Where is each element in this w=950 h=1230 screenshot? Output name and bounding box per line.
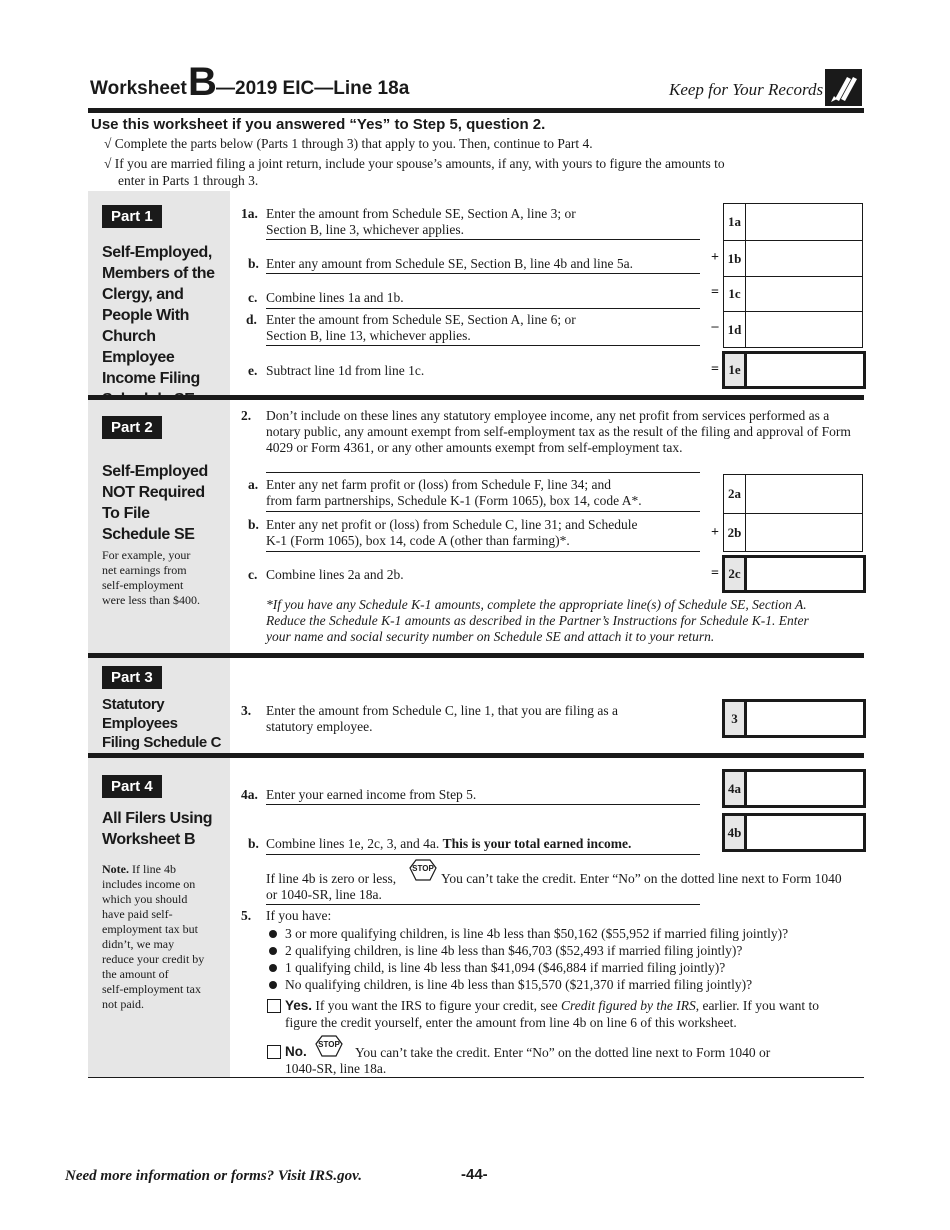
svg-text:STOP: STOP xyxy=(412,864,434,873)
bullet-text-1: 3 or more qualifying children, is line 4b less than $50,162 ($55,952 if married filing jointly)? xyxy=(285,926,789,941)
part2-badge: Part 2 xyxy=(102,416,162,439)
line-2c-number: c. xyxy=(248,567,258,582)
line-1a-number: 1a. xyxy=(241,206,258,221)
bullet-text-2: 2 qualifying children, is line 4b less than $46,703 ($52,493 if married filing jointly)? xyxy=(285,943,743,958)
box-3-label: 3 xyxy=(722,699,747,738)
yes-text-cont: figure the credit yourself, enter the amount from line 4b on line 6 of this worksheet. xyxy=(285,1015,737,1030)
box-1d-label: 1d xyxy=(723,311,746,348)
line-1d-sign: – xyxy=(711,319,719,334)
part2-note: For example, your net earnings from self-employment were less than $400. xyxy=(102,548,200,607)
box-4a-label: 4a xyxy=(722,769,747,808)
bullet-2 xyxy=(269,947,277,955)
worksheet-title: —2019 EIC—Line 18a xyxy=(216,78,410,99)
pen-icon xyxy=(825,69,862,106)
line-1d-text: Enter the amount from Schedule SE, Section A, line 6; or Section B, line 13, whichever applies. xyxy=(266,312,576,343)
part3-badge: Part 3 xyxy=(102,666,162,689)
line-4b-rule xyxy=(266,854,700,855)
part3-title: Statutory Employees Filing Schedule C xyxy=(102,696,222,751)
box-1c-input[interactable] xyxy=(745,276,863,312)
line-2c-text: Combine lines 2a and 2b. xyxy=(266,567,404,582)
part4-note: Note. If line 4b includes income on which you should have paid self- employment tax but didn’t, we may reduce your credit by the amount of self-employment tax not paid. xyxy=(102,862,205,1011)
box-2a-label: 2a xyxy=(723,474,746,514)
no-text: You can’t take the credit. Enter “No” on the dotted line next to Form 1040 or xyxy=(355,1045,771,1060)
line-2-rule xyxy=(266,472,700,473)
line-1e-sign: = xyxy=(711,362,719,377)
line-1c-text: Combine lines 1a and 1b. xyxy=(266,290,404,305)
line-2a-number: a. xyxy=(248,477,259,492)
box-1a-label: 1a xyxy=(723,203,746,241)
zero-text-3: or 1040-SR, line 18a. xyxy=(266,887,382,902)
line-2a-rule xyxy=(266,511,700,512)
box-2c-label: 2c xyxy=(722,555,747,593)
worksheet-letter: B xyxy=(188,60,217,104)
line-1b-rule xyxy=(266,273,700,274)
bullet-1 xyxy=(269,930,277,938)
keep-for-records: Keep for Your Records xyxy=(669,80,824,99)
bottom-rule xyxy=(88,1077,864,1078)
footer-info: Need more information or forms? Visit IRS.gov. xyxy=(65,1168,362,1184)
box-4b-input[interactable] xyxy=(744,813,866,852)
line-4b-number: b. xyxy=(248,836,259,851)
line-2a-text: Enter any net farm profit or (loss) from Schedule F, line 34; and from farm partnerships, Schedule K-1 (Form 1065), box 14, code A*. xyxy=(266,477,642,508)
line-4a-number: 4a. xyxy=(241,787,258,802)
box-1b-input[interactable] xyxy=(745,240,863,277)
line-2-number: 2. xyxy=(241,408,252,423)
no-checkbox[interactable] xyxy=(267,1045,281,1059)
line-1a-rule xyxy=(266,239,700,240)
box-2b-input[interactable] xyxy=(745,513,863,552)
bullet-4 xyxy=(269,981,277,989)
line-1c-number: c. xyxy=(248,290,258,305)
part2-title: Self-Employed NOT Required To File Schedule SE xyxy=(102,463,208,543)
part1-badge: Part 1 xyxy=(102,205,162,228)
bullet-text-4: No qualifying children, is line 4b less than $15,570 ($21,370 if married filing jointly)? xyxy=(285,977,753,992)
no-text-cont: 1040-SR, line 18a. xyxy=(285,1061,387,1076)
line-3-text: Enter the amount from Schedule C, line 1, that you are filing as a statutory employee. xyxy=(266,703,619,734)
line-1a-text: Enter the amount from Schedule SE, Section A, line 3; or Section B, line 3, whichever applies. xyxy=(266,206,576,237)
line-2b-rule xyxy=(266,551,700,552)
box-1b-label: 1b xyxy=(723,240,746,277)
line-3-number: 3. xyxy=(241,703,252,718)
intro-check-2-cont: enter in Parts 1 through 3. xyxy=(118,173,259,188)
box-1d-input[interactable] xyxy=(745,311,863,348)
part2-footnote: *If you have any Schedule K-1 amounts, complete the appropriate line(s) of Schedule SE, Section A. Reduce the Schedule K-1 amounts as described in the Partner’s Instructions for Schedule K-1. Enter your name and social security number on Schedule SE and attach it to your return. xyxy=(266,597,809,644)
line-5-number: 5. xyxy=(241,908,252,923)
line-1c-rule xyxy=(266,308,700,309)
box-2a-input[interactable] xyxy=(745,474,863,514)
box-1c-label: 1c xyxy=(723,276,746,312)
intro-heading: Use this worksheet if you answered “Yes” to Step 5, question 2. xyxy=(91,116,546,133)
part4-title: All Filers Using Worksheet B xyxy=(102,810,213,848)
line-4a-rule xyxy=(266,804,700,805)
box-1a-input[interactable] xyxy=(745,203,863,241)
box-4a-input[interactable] xyxy=(744,769,866,808)
zero-text-2: You can’t take the credit. Enter “No” on the dotted line next to Form 1040 xyxy=(441,871,842,886)
line-1d-rule xyxy=(266,345,700,346)
line-4b-text: Combine lines 1e, 2c, 3, and 4a. This is your total earned income. xyxy=(266,836,632,851)
part4-badge: Part 4 xyxy=(102,775,162,798)
stop-sign-icon xyxy=(408,856,438,882)
box-1e-input[interactable] xyxy=(744,351,866,389)
intro-check-2: √ If you are married filing a joint return, include your spouse’s amounts, if any, with yours to figure the amounts to xyxy=(104,156,725,171)
intro-check-1: √ Complete the parts below (Parts 1 through 3) that apply to you. Then, continue to Part 4. xyxy=(104,136,593,151)
line-2-intro: Don’t include on these lines any statutory employee income, any net profit from services performed as a notary public, any amount exempt from self-employment tax as the result of the filing and approval of Form 4029 or Form 4361, or any other amounts exempt from self-employment tax. xyxy=(266,408,851,455)
svg-text:STOP: STOP xyxy=(318,1040,340,1049)
page-number: -44- xyxy=(461,1166,488,1183)
box-2c-input[interactable] xyxy=(744,555,866,593)
yes-text: Yes. If you want the IRS to figure your credit, see Credit figured by the IRS, earlier. If you want to xyxy=(285,998,820,1013)
no-label: No. xyxy=(285,1044,307,1059)
part1-title: Self-Employed, Members of the Clergy, and People With Church Employee Income Filing xyxy=(102,244,215,387)
box-2b-label: 2b xyxy=(723,513,746,552)
worksheet-label: Worksheet xyxy=(90,78,187,99)
line-5-text: If you have: xyxy=(266,908,332,923)
line-1c-sign: = xyxy=(711,285,719,300)
line-2c-sign: = xyxy=(711,566,719,581)
line-2b-text: Enter any net profit or (loss) from Schedule C, line 31; and Schedule K-1 (Form 1065), box 14, code A (other than farming)*. xyxy=(266,517,638,548)
bullet-3 xyxy=(269,964,277,972)
bullet-text-3: 1 qualifying child, is line 4b less than $41,094 ($46,884 if married filing jointly)? xyxy=(285,960,726,975)
stop-sign-icon-2 xyxy=(314,1032,344,1058)
zero-rule xyxy=(266,904,700,905)
yes-checkbox[interactable] xyxy=(267,999,281,1013)
line-1b-number: b. xyxy=(248,256,259,271)
line-2b-number: b. xyxy=(248,517,259,532)
line-2b-sign: + xyxy=(711,525,719,540)
line-1e-text: Subtract line 1d from line 1c. xyxy=(266,363,425,378)
line-1d-number: d. xyxy=(246,312,257,327)
header-rule xyxy=(88,108,864,113)
line-1e-number: e. xyxy=(248,363,258,378)
line-1b-sign: + xyxy=(711,250,719,265)
zero-text-1: If line 4b is zero or less, xyxy=(266,871,397,886)
box-4b-label: 4b xyxy=(722,813,747,852)
box-1e-label: 1e xyxy=(722,351,747,389)
line-1b-text: Enter any amount from Schedule SE, Section B, line 4b and line 5a. xyxy=(266,256,634,271)
box-3-input[interactable] xyxy=(744,699,866,738)
line-4a-text: Enter your earned income from Step 5. xyxy=(266,787,477,802)
